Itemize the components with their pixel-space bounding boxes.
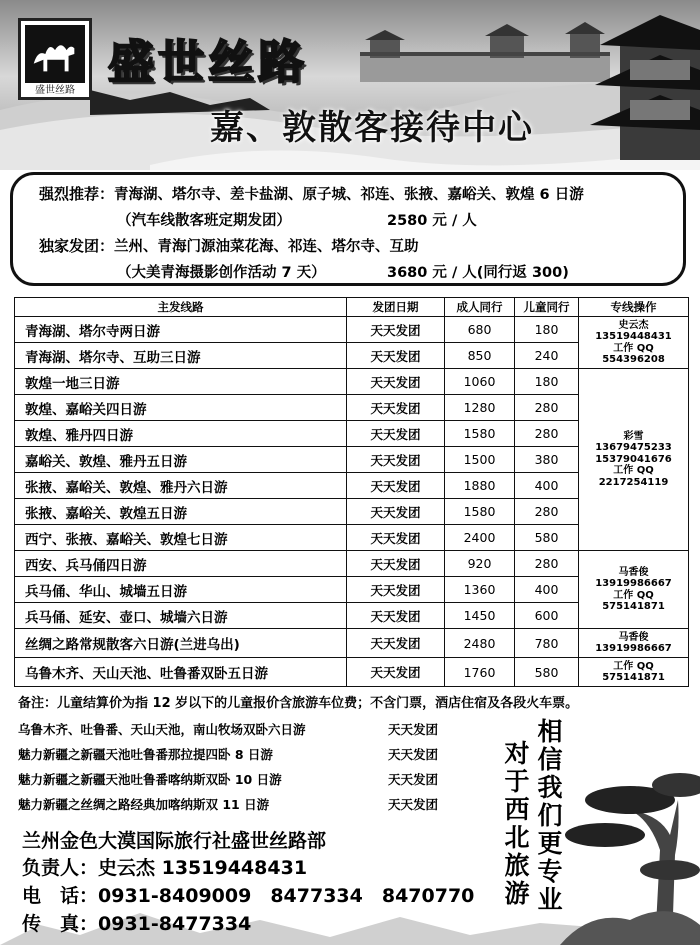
- extra-route-date: 天天发团: [388, 797, 439, 812]
- header-child: 儿童同行: [515, 298, 579, 317]
- recommend-price: 2580 元 / 人: [387, 213, 477, 229]
- child-price: 400: [515, 473, 579, 499]
- route-name: 敦煌一地三日游: [15, 369, 347, 395]
- extra-route-item: [18, 745, 439, 763]
- phone-label: 电 话：: [22, 885, 99, 907]
- adult-price: 2480: [445, 629, 515, 658]
- departure-date: 天天发团: [347, 658, 445, 687]
- adult-price: 1280: [445, 395, 515, 421]
- departure-date: 天天发团: [347, 317, 445, 343]
- route-name: 嘉峪关、敦煌、雅丹五日游: [15, 447, 347, 473]
- table-row: [15, 629, 689, 658]
- extra-route-item: [18, 770, 439, 788]
- brand-title: 盛世丝路: [108, 35, 308, 89]
- contact-cell: [579, 551, 689, 629]
- departure-date: 天天发团: [347, 577, 445, 603]
- table-header-row: [15, 298, 689, 317]
- departure-date: 天天发团: [347, 473, 445, 499]
- fax-label: 传 真：: [22, 913, 99, 935]
- contact-phone: 13919986667: [595, 643, 672, 654]
- route-price-table: [14, 297, 689, 687]
- child-price: 280: [515, 499, 579, 525]
- contact-phone: 13519448431: [595, 331, 672, 342]
- slogan-col-2: 对于西北旅游: [501, 740, 530, 908]
- extra-route-name: 魅力新疆之丝绸之路经典加喀纳斯双 11 日游: [18, 797, 270, 812]
- route-name: 青海湖、塔尔寺两日游: [15, 317, 347, 343]
- recommend-label: 强烈推荐：: [39, 185, 115, 203]
- phone-number: 0931-8409009 8477334 8470770: [98, 885, 475, 907]
- contact-cell: [579, 369, 689, 551]
- adult-price: 850: [445, 343, 515, 369]
- contact-name: 彩雪: [623, 430, 644, 442]
- extra-route-item: [18, 795, 439, 813]
- header-banner: [0, 0, 700, 170]
- exclusive-route: 兰州、青海门源油菜花海、祁连、塔尔寺、互助: [114, 239, 419, 255]
- child-price: 180: [515, 369, 579, 395]
- route-name: 张掖、嘉峪关、敦煌五日游: [15, 499, 347, 525]
- adult-price: 920: [445, 551, 515, 577]
- exclusive-price: 3680 元 / 人(同行返 300): [387, 265, 569, 281]
- child-price: 600: [515, 603, 579, 629]
- child-price: 280: [515, 551, 579, 577]
- route-name: 敦煌、嘉峪关四日游: [15, 395, 347, 421]
- recommend-note: （汽车线散客班定期发团）: [117, 213, 291, 229]
- route-name: 西宁、张掖、嘉峪关、敦煌七日游: [15, 525, 347, 551]
- route-name: 乌鲁木齐、天山天池、吐鲁番双卧五日游: [15, 658, 347, 687]
- contact-phone-2: 15379041676: [595, 453, 672, 465]
- table-row: [15, 317, 689, 343]
- departure-date: 天天发团: [347, 343, 445, 369]
- contact-qq: 575141871: [602, 672, 665, 683]
- child-price: 580: [515, 525, 579, 551]
- adult-price: 1060: [445, 369, 515, 395]
- table-row: [15, 658, 689, 687]
- child-price: 180: [515, 317, 579, 343]
- logo: [18, 18, 92, 100]
- header-contact: 专线操作: [579, 298, 689, 317]
- contact-name: 马香俊: [618, 631, 649, 643]
- child-price: 380: [515, 447, 579, 473]
- extra-route-item: [18, 720, 439, 738]
- promo-box: [10, 172, 686, 286]
- route-name: 敦煌、雅丹四日游: [15, 421, 347, 447]
- promo-exclusive-line: [39, 235, 419, 256]
- route-name: 张掖、嘉峪关、敦煌、雅丹六日游: [15, 473, 347, 499]
- contact-cell: [579, 629, 689, 658]
- contact-name: 马香俊: [618, 566, 649, 578]
- table-row: [15, 369, 689, 395]
- route-name: 兵马俑、延安、壶口、城墙六日游: [15, 603, 347, 629]
- slogan-col-1: 相信我们更专业: [534, 718, 563, 914]
- contact-cell: [579, 317, 689, 369]
- child-price: 280: [515, 395, 579, 421]
- departure-date: 天天发团: [347, 603, 445, 629]
- adult-price: 680: [445, 317, 515, 343]
- departure-date: 天天发团: [347, 369, 445, 395]
- departure-date: 天天发团: [347, 629, 445, 658]
- header-adult: 成人同行: [445, 298, 515, 317]
- promo-recommend-line: [39, 183, 584, 204]
- contact-cell: [579, 658, 689, 687]
- camel-logo-icon: [25, 25, 85, 83]
- child-price: 280: [515, 421, 579, 447]
- logo-text: 盛世丝路: [35, 85, 75, 96]
- route-name: 兵马俑、华山、城墙五日游: [15, 577, 347, 603]
- adult-price: 2400: [445, 525, 515, 551]
- adult-price: 1580: [445, 421, 515, 447]
- fortress-illustration: [360, 22, 610, 82]
- contact-qq-label: 工作 QQ: [613, 342, 654, 354]
- pine-tree-illustration: [560, 760, 700, 945]
- child-price: 400: [515, 577, 579, 603]
- manager-line: 负责人：史云杰 13519448431: [22, 857, 308, 879]
- fax-line: [22, 909, 251, 936]
- extra-route-name: 乌鲁木齐、吐鲁番、天山天池，南山牧场双卧六日游: [18, 722, 306, 737]
- adult-price: 1580: [445, 499, 515, 525]
- route-name: 西安、兵马俑四日游: [15, 551, 347, 577]
- extra-route-date: 天天发团: [388, 772, 439, 787]
- departure-date: 天天发团: [347, 499, 445, 525]
- adult-price: 1760: [445, 658, 515, 687]
- header-date: 发团日期: [347, 298, 445, 317]
- contact-qq: 575141871: [602, 601, 665, 612]
- phone-line: [22, 881, 474, 908]
- agency-name: 兰州金色大漠国际旅行社盛世丝路部: [22, 830, 327, 852]
- contact-qq: 554396208: [602, 354, 665, 365]
- remark-note: 备注：儿童结算价为指 12 岁以下的儿童报价含旅游车位费；不含门票，酒店住宿及各段火车票。: [18, 696, 579, 711]
- departure-date: 天天发团: [347, 447, 445, 473]
- pagoda-illustration: [590, 0, 700, 160]
- route-name: 丝绸之路常规散客六日游(兰进乌出): [15, 629, 347, 658]
- extra-route-date: 天天发团: [388, 747, 439, 762]
- contact-name: 史云杰: [618, 319, 649, 331]
- contact-qq-label: 工作 QQ: [613, 660, 654, 672]
- contact-phone: 13679475233: [595, 442, 672, 454]
- extra-route-date: 天天发团: [388, 722, 439, 737]
- page-subtitle: 嘉、敦散客接待中心: [210, 108, 534, 148]
- fax-number: 0931-8477334: [98, 913, 252, 935]
- contact-qq-label: 工作 QQ: [613, 465, 654, 477]
- adult-price: 1500: [445, 447, 515, 473]
- header-route: 主发线路: [15, 298, 347, 317]
- exclusive-note: （大美青海摄影创作活动 7 天）: [117, 265, 326, 281]
- adult-price: 1360: [445, 577, 515, 603]
- table-row: [15, 551, 689, 577]
- child-price: 240: [515, 343, 579, 369]
- adult-price: 1880: [445, 473, 515, 499]
- adult-price: 1450: [445, 603, 515, 629]
- exclusive-label: 独家发团：: [39, 237, 115, 255]
- contact-qq-label: 工作 QQ: [613, 589, 654, 601]
- extra-route-name: 魅力新疆之新疆天池吐鲁番那拉提四卧 8 日游: [18, 747, 273, 762]
- extra-route-name: 魅力新疆之新疆天池吐鲁番喀纳斯双卧 10 日游: [18, 772, 282, 787]
- child-price: 780: [515, 629, 579, 658]
- contact-phone: 13919986667: [595, 578, 672, 589]
- departure-date: 天天发团: [347, 395, 445, 421]
- departure-date: 天天发团: [347, 525, 445, 551]
- departure-date: 天天发团: [347, 421, 445, 447]
- child-price: 580: [515, 658, 579, 687]
- contact-qq: 2217254119: [598, 476, 669, 488]
- departure-date: 天天发团: [347, 551, 445, 577]
- route-name: 青海湖、塔尔寺、互助三日游: [15, 343, 347, 369]
- recommend-route: 青海湖、塔尔寺、差卡盐湖、原子城、祁连、张掖、嘉峪关、敦煌 6 日游: [114, 187, 584, 203]
